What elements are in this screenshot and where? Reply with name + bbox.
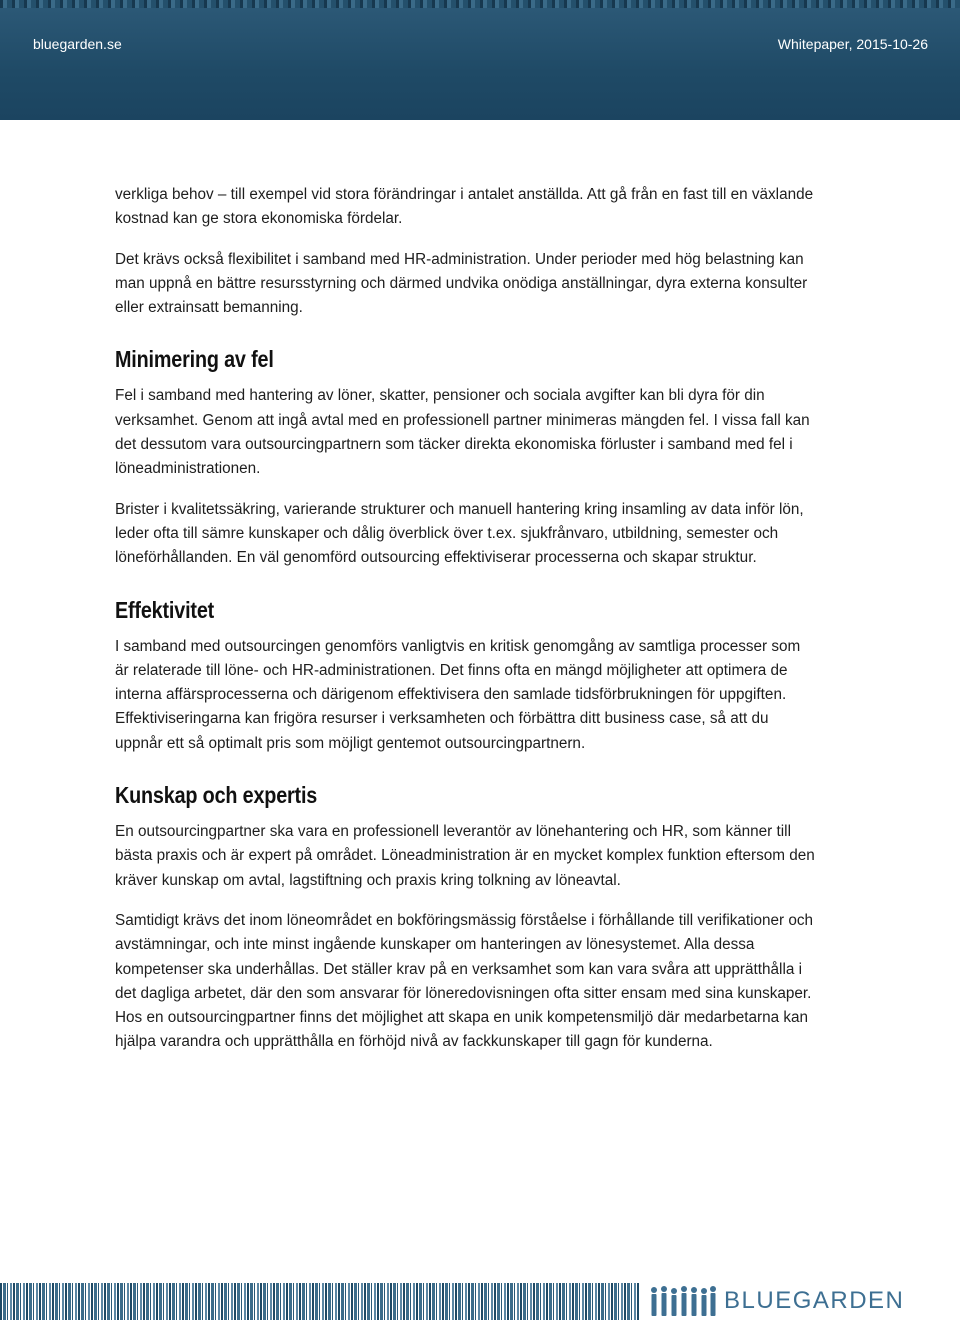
paragraph: Samtidigt krävs det inom löneområdet en bokföringsmässig förståelse i förhållande till verifikationer och avstämningar, och inte minst ingående kunskaper om hanteringen av lönesystemet. Alla dessa kompetenser ska underhållas. Det ställer krav på en verksamhet som kan vara svåra att upprätthålla i det dagliga arbetet, där den som ansvarar för löneredovisningen ofta sitter ensam med sina kunskaper. Hos en outsourcingpartner finns det möjlighet att skapa en unik kompetensmiljö där medarbetarna kan hjälpa varandra och upprätthålla en förhöjd nivå av fackkunskaper till gagn för kunderna. <box>115 911 814 1051</box>
logo-wordmark: BLUEGARDEN <box>724 1287 905 1314</box>
footer-barcode-pattern <box>0 1283 640 1320</box>
paragraph: Fel i samband med hantering av löner, skatter, pensioner och sociala avgifter kan bli dyra för din verksamhet. Genom att ingå avtal med en professionell partner minimeras mängden fel. I vissa fall kan det dessutom vara outsourcingpartnern som täcker direkta ekonomiska förluster i samband med fel i löneadministrationen. <box>115 387 810 478</box>
site-name: bluegarden.se <box>33 36 122 52</box>
paragraph: Det krävs också flexibilitet i samband med HR-administration. Under perioder med hög belastning kan man uppnå en bättre resursstyrning och därmed undvika onödiga anställningar, dyra externa konsulter eller extrainsatt bemanning. <box>115 250 808 317</box>
document-label: Whitepaper, 2015-10-26 <box>777 36 928 52</box>
paragraph: verkliga behov – till exempel vid stora förändringar i antalet anställda. Att gå från en fast till en växlande kostnad kan ge stora ekonomiska fördelar. <box>115 186 814 228</box>
paragraph: En outsourcingpartner ska vara en professionell leverantör av lönehantering och HR, som känner till bästa praxis och är expert på området. Löneadministration är en mycket komplex funktion eftersom den kräver kunskap om avtal, lagstiftning och praxis kring tolkning av löneavtal. <box>115 823 815 889</box>
document-body <box>115 183 815 1071</box>
section-heading-effektivitet: Effektivitet <box>115 596 215 623</box>
paragraph: Brister i kvalitetssäkring, varierande strukturer och manuell hantering kring insamling av data inför lön, leder ofta till sämre kunskaper och dålig överblick över t.ex. sjukfrånvaro, utbildning, semester och löneförhållanden. En väl genomförd outsourcing effektiviserar processerna och skapar struktur. <box>115 500 804 567</box>
bluegarden-logo <box>646 1283 960 1320</box>
header-stripe-pattern <box>0 0 960 8</box>
paragraph: I samband med outsourcingen genomförs vanligtvis en kritisk genomgång av samtliga processer som är relaterade till löne- och HR-administrationen. Det finns ofta en mängd möjligheter att optimera de interna affärsprocesserna och därigenom effektivisera den samlade tidsförbrukningen för uppgiften. Effektiviseringarna kan frigöra resurser i verksamheten och förbättra ditt business case, så att du uppnår ett så optimalt pris som möjligt gentemot outsourcingpartnern. <box>115 637 801 752</box>
section-heading-minimering: Minimering av fel <box>115 346 274 373</box>
page-footer <box>0 1283 960 1320</box>
section-heading-kunskap: Kunskap och expertis <box>115 782 318 809</box>
page-header <box>0 0 960 120</box>
people-figures-icon <box>648 1285 720 1318</box>
